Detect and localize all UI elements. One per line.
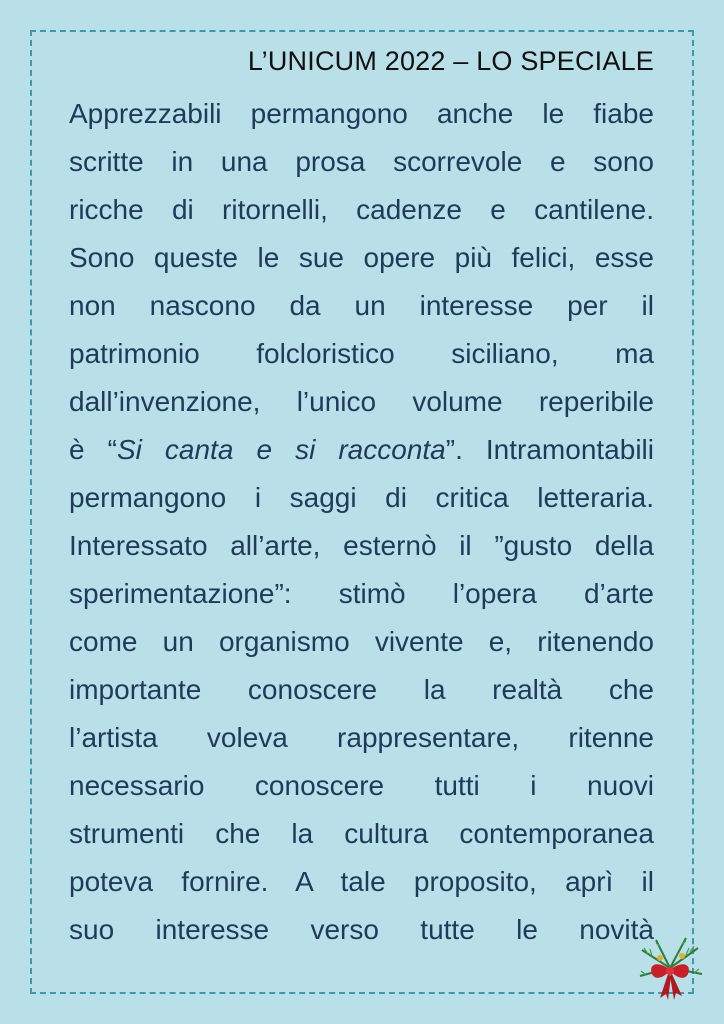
text-line: strumenti che la cultura contemporanea [69, 818, 654, 849]
text-line: importante conoscere la realtà che [69, 674, 654, 705]
text-line: scritte in una prosa scorrevole e sono [69, 146, 654, 177]
text-line: Apprezzabili permangono anche le fiabe [69, 98, 654, 129]
christmas-bow-icon [630, 930, 710, 1010]
text-line: ricche di ritornelli, cadenze e cantilene. [69, 194, 654, 225]
text-line: permangono i saggi di critica letteraria. [69, 482, 654, 513]
page-header: L’UNICUM 2022 – LO SPECIALE [247, 46, 654, 76]
text-line: non nascono da un interesse per il [69, 290, 654, 321]
text-line: l’artista voleva rappresentare, ritenne [69, 722, 654, 753]
text-line: come un organismo vivente e, ritenendo [69, 626, 654, 657]
book-title: Si canta e si racconta [116, 434, 446, 465]
text-segment: ”. Intramontabili [445, 434, 654, 465]
text-line: sperimentazione”: stimò l’opera d’arte [69, 578, 654, 609]
text-line: Sono queste le sue opere più felici, esse [69, 242, 654, 273]
text-line: poteva fornire. A tale proposito, aprì il [69, 866, 654, 897]
text-line [69, 426, 654, 474]
text-line: necessario conoscere tutti i nuovi [69, 770, 654, 801]
article-body [69, 90, 654, 954]
text-line: suo interesse verso tutte le novità [69, 914, 654, 945]
text-line: dall’invenzione, l’unico volume reperibile [69, 386, 654, 417]
text-line: Interessato all’arte, esternò il ”gusto della [69, 530, 654, 561]
text-segment: è “ [69, 434, 117, 465]
text-line: patrimonio folcloristico siciliano, ma [69, 338, 654, 369]
